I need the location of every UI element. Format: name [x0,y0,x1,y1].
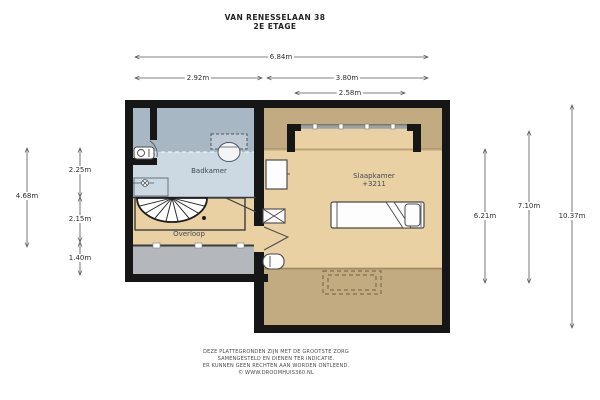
wall-left [125,100,133,282]
wall-bottom-left-block [125,274,268,282]
room-label-slaapkamer-name: Slaapkamer [353,172,395,180]
dim-label-10-37: 10.37m [558,212,586,220]
dim-label-3-80: 3.80m [335,74,359,82]
dim-label-2-25: 2.25m [68,166,92,174]
wardrobe-icon [266,160,290,189]
dim-label-4-68: 4.68m [15,192,39,200]
dim-label-7-10: 7.10m [517,202,541,210]
low-headroom-area [133,246,254,274]
plan-title [125,13,425,31]
room-label-overloop: Overloop [173,230,205,238]
room-label-slaapkamer [353,172,395,188]
wall-niche-vertical [150,108,157,140]
bed-icon [331,202,424,228]
wall-right [442,100,450,333]
room-label-slaapkamer-level: +3211 [362,180,386,188]
slaapkamer-sloped-bottom [264,268,442,325]
disclaimer-line-3: ER KUNNEN GEEN RECHTEN AAN WORDEN ONTLEEND. [202,363,350,369]
disclaimer-line-1: DEZE PLATTEGRONDEN ZIJN MET DE GROOTSTE ZORG [203,349,349,355]
washbasin-icon [263,254,284,269]
wall-top [125,100,450,108]
vent-box-icon [263,209,285,223]
room-label-badkamer: Badkamer [191,167,227,175]
disclaimer-footer [126,349,426,377]
dim-label-6-84: 6.84m [269,53,293,61]
plan-title-floor: 2E ETAGE [253,22,297,31]
bed-pillow [405,204,420,226]
wall-bottom-bedroom [254,325,450,333]
disclaimer-line-4: © WWW.DROOMHUIS360.NL [238,370,314,376]
dim-label-1-40: 1.40m [68,254,92,262]
disclaimer-line-2: SAMENGESTELD EN DIENEN TER INDICATIE. [217,356,335,362]
dim-label-2-92: 2.92m [186,74,210,82]
wall-dormer-left [287,124,295,152]
dormer-window [301,124,407,129]
dim-label-2-58: 2.58m [338,89,362,97]
dim-label-6-21: 6.21m [473,212,497,220]
stair-newel-post [202,216,206,220]
dim-label-2-15: 2.15m [68,215,92,223]
plan-title-address: VAN RENESSELAAN 38 [224,13,326,22]
door-opening-bedroom [254,226,264,252]
wall-dormer-right [413,124,421,152]
dormer-recess-floor [295,128,413,150]
toilet-icon [134,147,154,159]
